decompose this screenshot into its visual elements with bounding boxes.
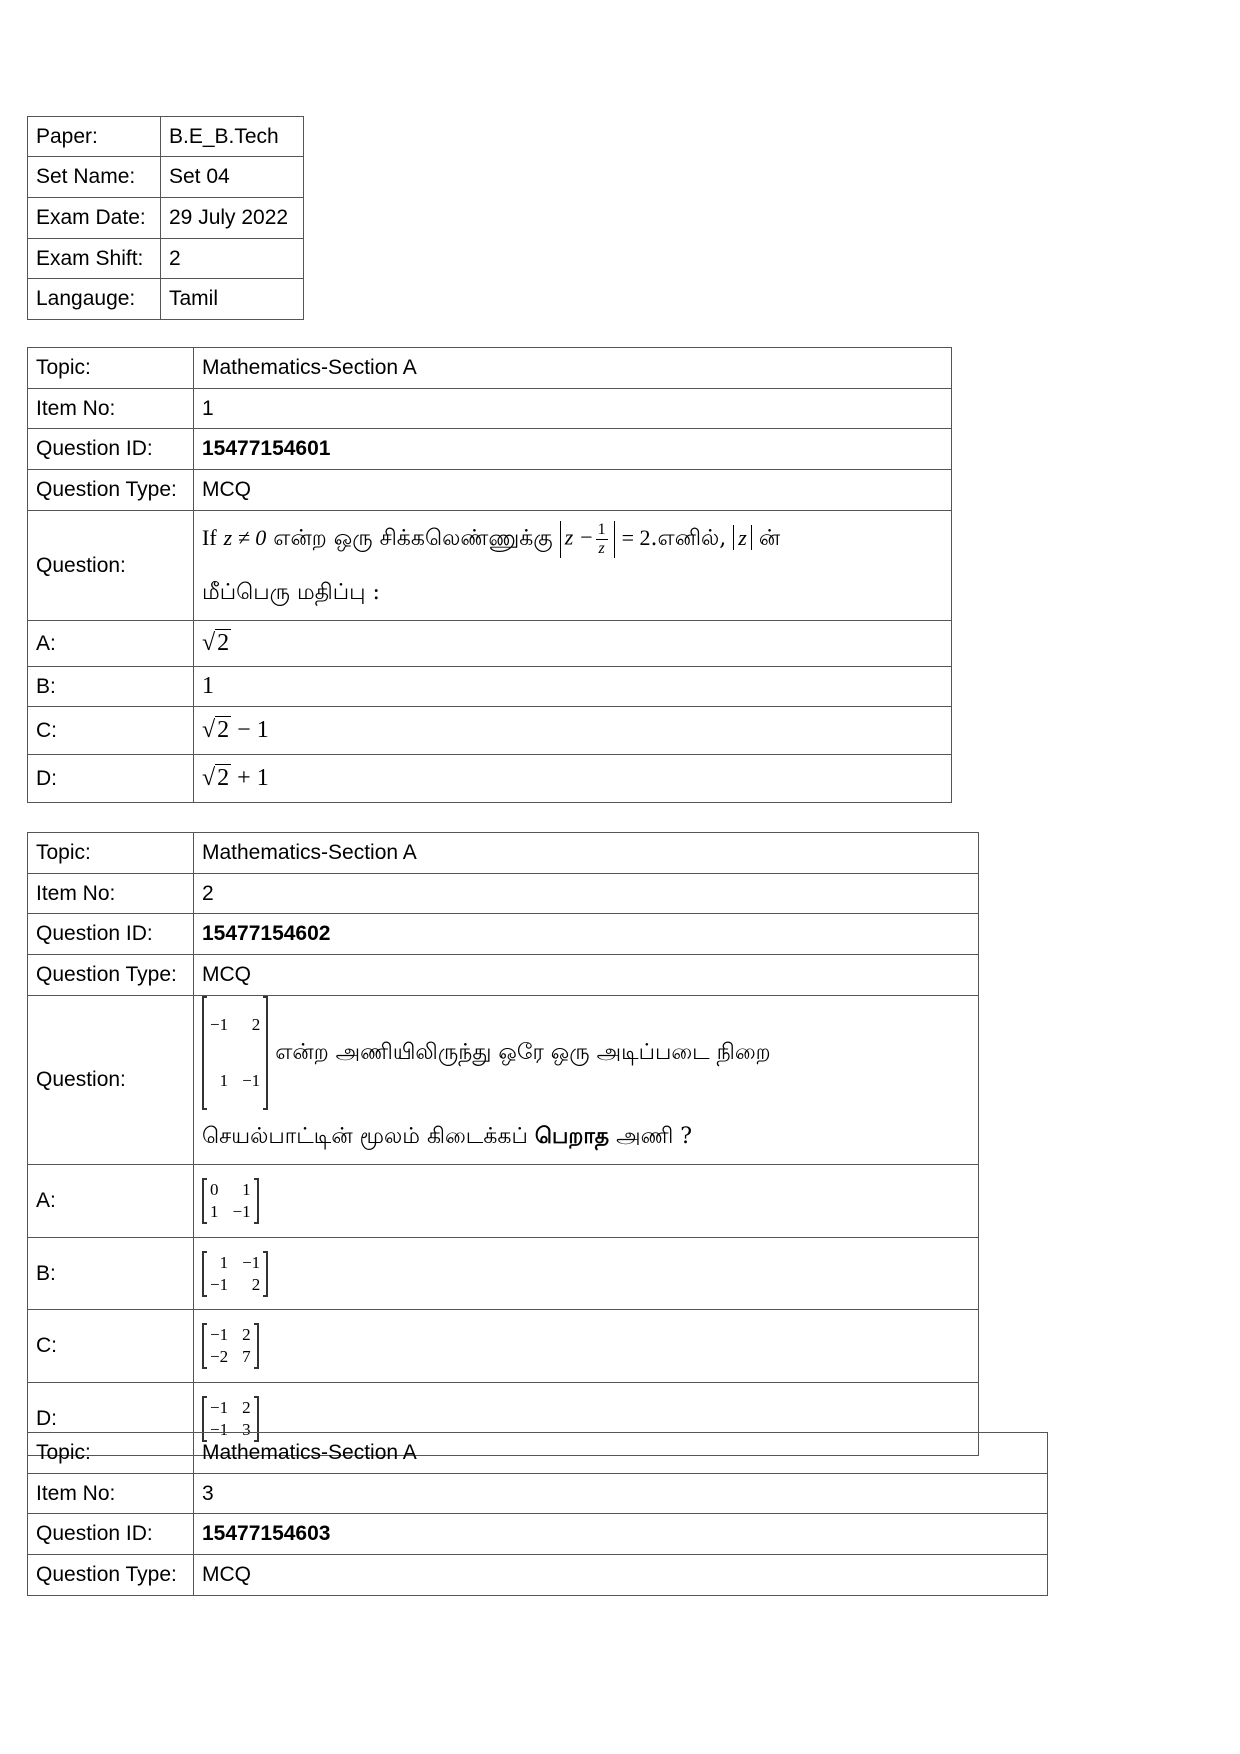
topic-label: Topic:: [28, 833, 194, 874]
q1-fraction: [596, 521, 608, 558]
item-label: Item No:: [28, 1474, 194, 1514]
option-c-label: C:: [28, 707, 194, 755]
q2-text-bold: பெறாத: [534, 1124, 610, 1149]
matrix-cell: 1: [210, 1202, 219, 1221]
sqrt-symbol: √2: [202, 717, 230, 743]
option-c-suffix: − 1: [231, 717, 269, 743]
option-a: [194, 621, 952, 667]
set-value: Set 04: [161, 157, 304, 198]
matrix-cell: 2: [251, 1274, 261, 1294]
option-b: 1: [194, 667, 952, 707]
q1-text-part1: என்ற ஒரு சிக்கலெண்ணுக்கு: [273, 526, 553, 551]
question-id-value: 15477154601: [194, 429, 952, 470]
item-label: Item No:: [28, 874, 194, 914]
language-label: Langauge:: [28, 279, 161, 320]
q1-expr-z: z −: [564, 524, 594, 550]
option-a-matrix: [202, 1178, 259, 1224]
question-type-label: Question Type:: [28, 955, 194, 996]
matrix-cell: 1: [219, 1252, 229, 1272]
question-id-label: Question ID:: [28, 1514, 194, 1555]
q1-frac-num: 1: [597, 520, 606, 538]
matrix-cell: −1: [210, 1420, 229, 1439]
option-a-label: A:: [28, 621, 194, 667]
paper-value: B.E_B.Tech: [161, 117, 304, 157]
matrix-cell: 2: [251, 1015, 261, 1034]
radicand: 2: [217, 630, 230, 656]
question-type-label: Question Type:: [28, 1555, 194, 1596]
q2-text-part3: அணி ?: [616, 1124, 693, 1149]
language-value: Tamil: [161, 279, 304, 320]
option-d-suffix: + 1: [231, 765, 269, 791]
q1-text-part2: .எனில்,: [650, 526, 727, 551]
topic-label: Topic:: [28, 1433, 194, 1474]
question-label: Question:: [28, 996, 194, 1165]
matrix-cell: −1: [210, 1274, 229, 1294]
question-label: Question:: [28, 511, 194, 621]
matrix-cell: −1: [232, 1202, 251, 1221]
date-label: Exam Date:: [28, 198, 161, 239]
topic-value: Mathematics-Section A: [194, 1433, 1048, 1474]
topic-value: Mathematics-Section A: [194, 833, 979, 874]
date-value: 29 July 2022: [161, 198, 304, 239]
option-b: [194, 1238, 979, 1310]
item-value: 2: [194, 874, 979, 914]
matrix-cell: 0: [210, 1180, 219, 1199]
matrix-cell: −1: [210, 1325, 229, 1344]
shift-label: Exam Shift:: [28, 239, 161, 279]
q1-if: If: [202, 525, 217, 550]
option-c-label: C:: [28, 1310, 194, 1383]
sqrt-symbol: √2: [202, 630, 230, 656]
option-b-matrix: [202, 1251, 268, 1297]
question-text: [194, 511, 952, 621]
q1-modulus-expression: [560, 521, 615, 558]
matrix-cell: −2: [210, 1347, 229, 1366]
question-3-table: [27, 1432, 1048, 1596]
matrix-cell: −1: [210, 1015, 229, 1034]
question-1-table: [27, 347, 952, 803]
option-c: [194, 707, 952, 755]
option-c-matrix: [202, 1323, 259, 1369]
question-type-value: MCQ: [194, 470, 952, 511]
topic-value: Mathematics-Section A: [194, 348, 952, 389]
question-type-value: MCQ: [194, 1555, 1048, 1596]
question-id-label: Question ID:: [28, 914, 194, 955]
matrix-cell: 2: [242, 1398, 251, 1417]
question-id-label: Question ID:: [28, 429, 194, 470]
q2-text-part1: என்ற அணியிலிருந்து ஒரே ஒரு அடிப்படை நிறை: [275, 1040, 771, 1065]
question-type-label: Question Type:: [28, 470, 194, 511]
matrix-cell: −1: [242, 1071, 261, 1090]
question-id-value: 15477154602: [194, 914, 979, 955]
paper-label: Paper:: [28, 117, 161, 157]
matrix-cell: 2: [242, 1325, 251, 1344]
topic-label: Topic:: [28, 348, 194, 389]
item-value: 3: [194, 1474, 1048, 1514]
option-d-label: D:: [28, 755, 194, 803]
q1-expr-eq: = 2: [621, 525, 651, 550]
radicand: 2: [217, 717, 230, 743]
option-b-label: B:: [28, 1238, 194, 1310]
option-b-label: B:: [28, 667, 194, 707]
option-d-label: D:: [28, 1383, 194, 1456]
q1-frac-den: z: [598, 539, 605, 557]
radicand: 2: [217, 765, 230, 791]
matrix-cell: −1: [210, 1398, 229, 1417]
question-2-table: [27, 832, 979, 1456]
matrix-cell: −1: [242, 1252, 261, 1272]
matrix-cell: 1: [219, 1071, 229, 1090]
q1-text-part4: மீப்பெரு மதிப்பு :: [202, 580, 380, 605]
set-label: Set Name:: [28, 157, 161, 198]
option-a: [194, 1165, 979, 1238]
option-c: [194, 1310, 979, 1383]
q1-text-part3: ன்: [758, 526, 781, 551]
item-label: Item No:: [28, 389, 194, 429]
q2-text-part2: செயல்பாட்டின் மூலம் கிடைக்கப்: [202, 1124, 528, 1149]
matrix-cell: 7: [242, 1347, 251, 1366]
matrix-cell: 3: [242, 1420, 251, 1439]
exam-info-table: [27, 116, 304, 320]
item-value: 1: [194, 389, 952, 429]
q2-matrix: [202, 996, 268, 1110]
q1-abs-z: z: [733, 525, 752, 550]
question-text: [194, 996, 979, 1165]
q1-condition: z ≠ 0: [223, 525, 267, 550]
option-d: [194, 755, 952, 803]
sqrt-symbol: √2: [202, 765, 230, 791]
shift-value: 2: [161, 239, 304, 279]
matrix-cell: 1: [242, 1180, 251, 1199]
question-id-value: 15477154603: [194, 1514, 1048, 1555]
option-a-label: A:: [28, 1165, 194, 1238]
question-type-value: MCQ: [194, 955, 979, 996]
